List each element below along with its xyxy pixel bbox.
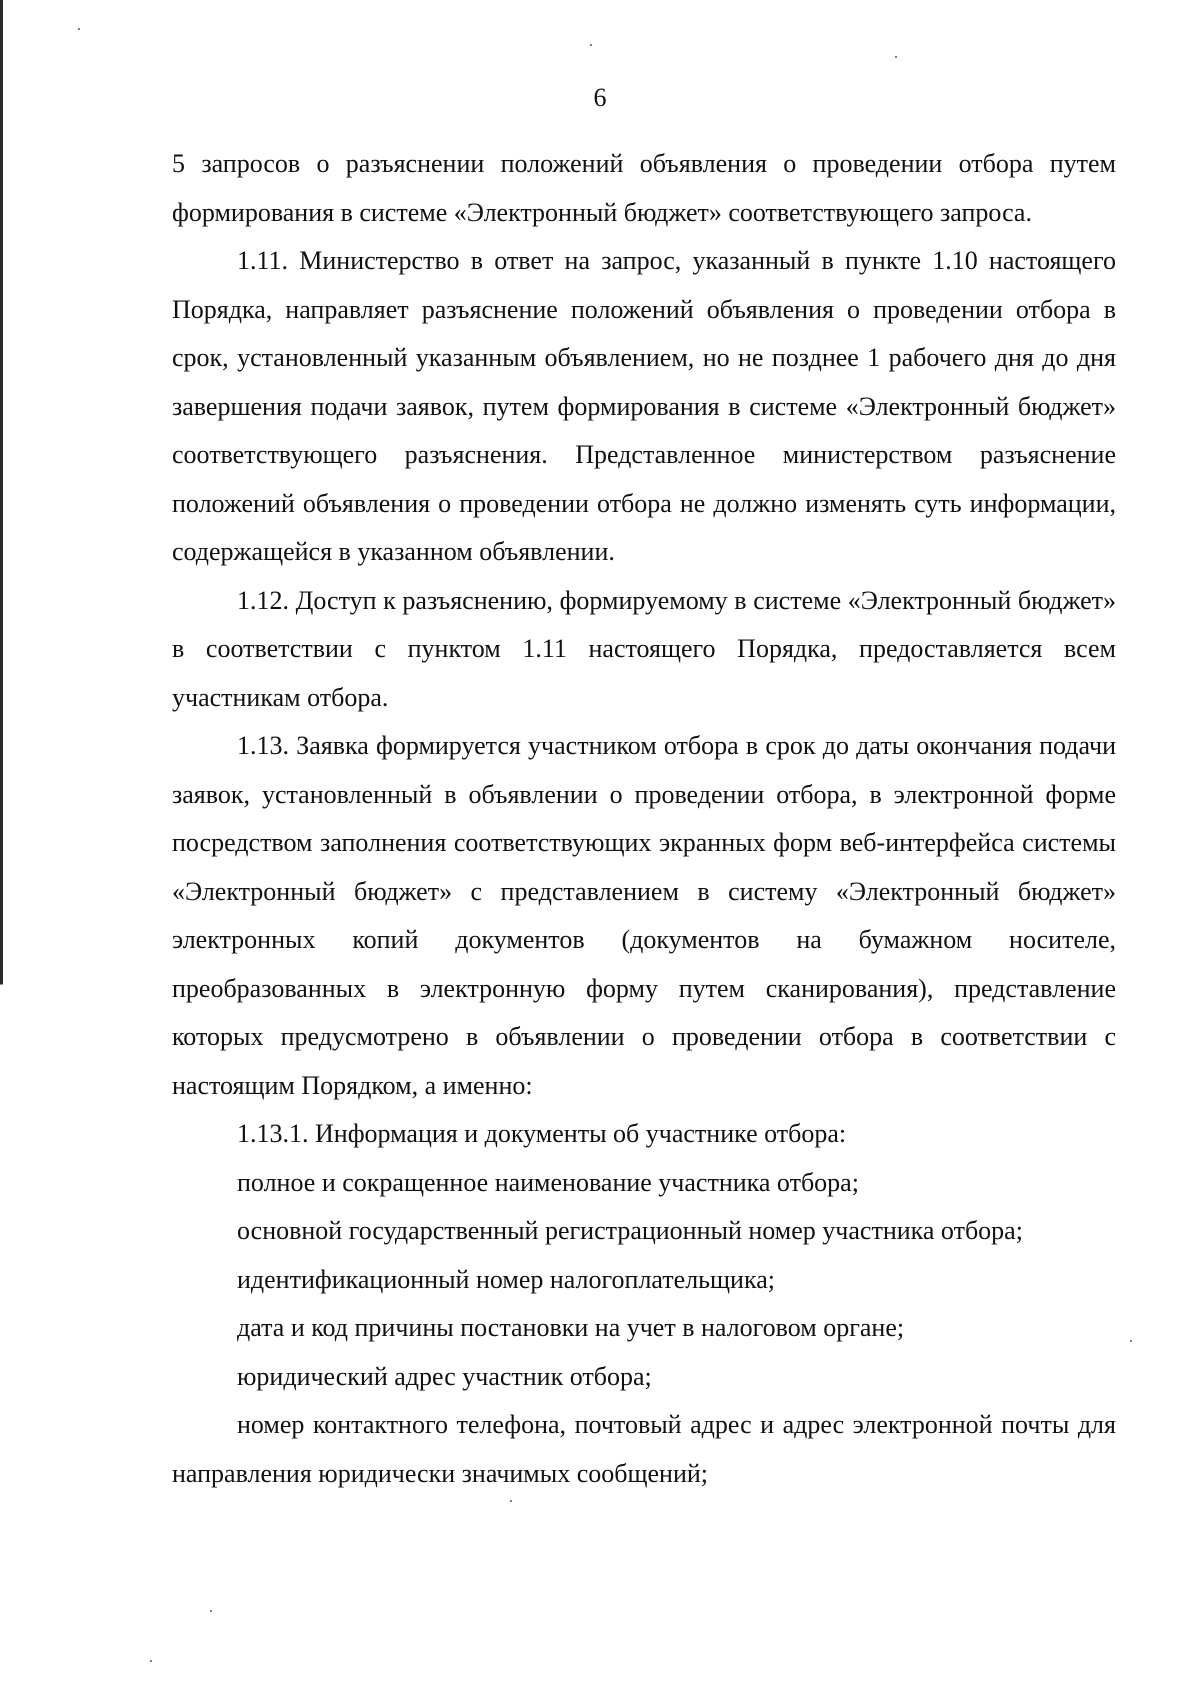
list-item: идентификационный номер налогоплательщика; [237, 1264, 775, 1294]
scan-speck [210, 1610, 212, 1612]
scan-speck [150, 1660, 152, 1662]
paragraph-1-12: 1.12. Доступ к разъяснению, формируемому в системе «Электронный бюджет» в соответствии с пунктом 1.11 настоящего Порядка, предоставляется всем участникам отбора. [172, 585, 1116, 712]
scan-speck [78, 28, 80, 30]
document-body [172, 140, 1116, 1498]
paragraph-1-11: 1.11. Министерство в ответ на запрос, указанный в пункте 1.10 настоящего Порядка, направляет разъяснение положений объявления о проведении отбора в срок, установленный указанным объявлением, но не позднее 1 рабочего дня до дня завершения подачи заявок, путем формирования в системе «Электронный бюджет» соответствующего разъяснения. Представленное министерством разъяснение положений объявления о проведении отбора не должно изменять суть информации, содержащейся в указанном объявлении. [172, 246, 1116, 566]
list-item: дата и код причины постановки на учет в налоговом органе; [237, 1313, 905, 1342]
list-item: 1.13.1. Информация и документы об участнике отбора: [237, 1119, 847, 1148]
paragraph-1-13: 1.13. Заявка формируется участником отбора в срок до даты окончания подачи заявок, установленный в объявлении о проведении отбора, в электронной форме посредством заполнения соответствующих экранных форм веб-интерфейса системы «Электронный бюджет» с представлением в систему «Электронный бюджет» электронных копий документов (документов на бумажном носителе, преобразованных в электронную форму путем сканирования), представление которых предусмотрено в объявлении о проведении отбора в соответствии с настоящим Порядком, а именно: [172, 731, 1116, 1100]
list-item: юридический адрес участник отбора; [237, 1361, 652, 1391]
paragraph-continuation: 5 запросов о разъяснении положений объявления о проведении отбора путем формирования в системе «Электронный бюджет» соответствующего запроса. [172, 149, 1116, 227]
scan-speck [1130, 1340, 1132, 1342]
scan-speck [510, 1500, 512, 1502]
list-item-contacts: номер контактного телефона, почтовый адрес и адрес электронной почты для направления юридически значимых сообщений; [172, 1410, 1116, 1488]
scan-edge-shadow [0, 0, 3, 1697]
list-item: полное и сокращенное наименование участника отбора; [237, 1167, 859, 1197]
scan-speck [590, 44, 592, 46]
list-item: основной государственный регистрационный номер участника отбора; [237, 1216, 1023, 1245]
scan-speck [895, 56, 897, 58]
page-number: 6 [593, 83, 607, 112]
